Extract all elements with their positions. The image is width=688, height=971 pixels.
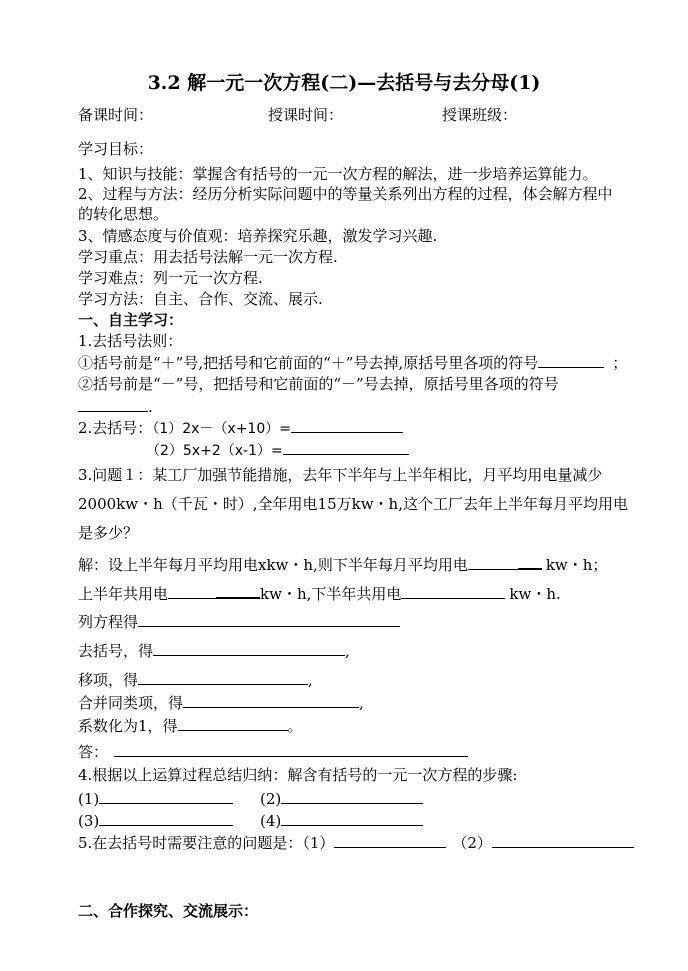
q4-step1 [78, 789, 233, 808]
solution-blank-a2[interactable] [518, 554, 542, 570]
rule-plus-end: ； [612, 354, 628, 372]
teach-time-label: 授课时间： [268, 106, 344, 124]
section2-heading: 二、合作探究、交流展示： [78, 902, 259, 920]
q2-blank-b[interactable] [283, 440, 409, 455]
study-method: 学习方法：自主、合作、交流、展示. [78, 290, 323, 308]
solution-line1 [78, 554, 607, 574]
key-point: 学习重点：用去括号法解一元一次方程. [78, 248, 338, 266]
q2-expr-b: （2）5x+2（x-1）= [146, 443, 283, 459]
q4-step2 [260, 789, 423, 808]
step-remove-brackets [78, 641, 350, 660]
q4-step4-blank[interactable] [281, 811, 423, 826]
rule-minus-line2 [78, 397, 153, 416]
step3-end: , [359, 694, 364, 712]
q4-step1-blank[interactable] [99, 789, 233, 804]
q4-step3-blank[interactable] [99, 811, 233, 826]
rule-minus-text: ②括号前是“－”号，把括号和它前面的“－”号去掉，原括号里各项的符号 [78, 375, 559, 393]
difficulty: 学习难点：列一元一次方程. [78, 269, 263, 287]
rule-minus-blank[interactable] [78, 397, 148, 412]
step1-label: 去括号，得 [78, 642, 154, 660]
step2-label: 移项，得 [78, 671, 139, 689]
q2-label: 2.去括号： [78, 419, 153, 437]
q5-text: 5.在去括号时需要注意的问题是：（1） [78, 834, 335, 852]
equation-label: 列方程得 [78, 613, 139, 631]
equation-blank[interactable] [138, 612, 400, 627]
solution-blank-b1a[interactable] [168, 584, 216, 599]
q5-blank2[interactable] [492, 833, 634, 848]
rule-plus [78, 353, 627, 372]
page-title: 3.2 解一元一次方程(二)—去括号与去分母(1) [147, 72, 541, 94]
solution-blank-a1[interactable] [468, 555, 518, 570]
solution-text-b2: 下半年共用电 [311, 585, 402, 603]
answer-label: 答： [78, 743, 109, 761]
step-coefficient [78, 716, 303, 735]
solution-unit-a: kw・h； [545, 556, 608, 574]
q5-label2: （2） [452, 834, 492, 852]
step4-label: 系数化为1，得 [78, 717, 178, 735]
q4-step2-blank[interactable] [281, 789, 423, 804]
q3-line3: 是多少？ [78, 524, 139, 542]
goal-attitude: 3、情感态度与价值观：培养探究乐趣，激发学习兴趣. [78, 227, 438, 245]
step4-blank[interactable] [178, 716, 288, 731]
step-combine [78, 693, 364, 712]
q4-step3-label: (3) [78, 812, 100, 830]
q5-line [78, 833, 634, 852]
answer-line [78, 742, 468, 761]
solution-text-a: 解：设上半年每月平均用电xkw・h,则下半年每月平均用电 [78, 556, 468, 574]
q4-step2-label: (2) [260, 790, 282, 808]
solution-unit-b1: kw・h, [260, 585, 312, 603]
q2-line1 [78, 418, 403, 438]
solution-line2 [78, 583, 561, 603]
rule-plus-blank[interactable] [538, 353, 604, 368]
solution-blank-b2[interactable] [401, 584, 505, 599]
step2-blank[interactable] [138, 670, 308, 685]
solution-blank-b1b[interactable] [216, 583, 260, 599]
q4-step3 [78, 811, 233, 830]
step3-label: 合并同类项，得 [78, 694, 184, 712]
q4-step4 [260, 811, 423, 830]
goal-process-line1: 2、过程与方法：经历分析实际问题中的等量关系列出方程的过程，体会解方程中 [78, 185, 613, 203]
equation-line [78, 612, 400, 631]
q3-line2: 2000kw・h（千瓦・时）,全年用电15万kw・h,这个工厂去年上半年每月平均用电 [78, 495, 628, 513]
q2-expr-a: （1）2x－（x+10）= [152, 421, 291, 437]
goal-process-line2: 的转化思想。 [78, 205, 169, 223]
solution-unit-b2: kw・h. [509, 585, 561, 603]
teach-class-label: 授课班级： [442, 106, 518, 124]
goal-knowledge: 1、知识与技能：掌握含有括号的一元一次方程的解法，进一步培养运算能力。 [78, 165, 598, 183]
rule-title: 1.去括号法则： [78, 332, 183, 350]
goals-heading: 学习目标： [78, 140, 154, 158]
step1-end: , [345, 642, 350, 660]
step3-blank[interactable] [183, 693, 359, 708]
step-move-terms [78, 670, 313, 689]
rule-minus-end: . [148, 398, 153, 416]
prep-time-label: 备课时间： [78, 106, 154, 124]
q4-step1-label: (1) [78, 790, 100, 808]
step4-end: 。 [287, 717, 303, 735]
step1-blank[interactable] [153, 641, 345, 656]
solution-text-b1: 上半年共用电 [78, 585, 169, 603]
q5-blank1[interactable] [334, 833, 446, 848]
answer-blank[interactable] [114, 742, 468, 757]
rule-plus-text: ①括号前是“＋”号,把括号和它前面的“＋”号去掉,原括号里各项的符号 [78, 354, 539, 372]
q4-text: 4.根据以上运算过程总结归纳：解含有括号的一元一次方程的步骤: [78, 766, 518, 784]
q2-line2 [146, 440, 409, 460]
q2-blank-a[interactable] [291, 418, 403, 433]
section1-heading: 一、自主学习： [78, 311, 184, 329]
q4-step4-label: (4) [260, 812, 282, 830]
q3-line1: 3.问题１：某工厂加强节能措施，去年下半年与上半年相比，月平均用电量减少 [78, 466, 603, 484]
step2-end: , [308, 671, 313, 689]
